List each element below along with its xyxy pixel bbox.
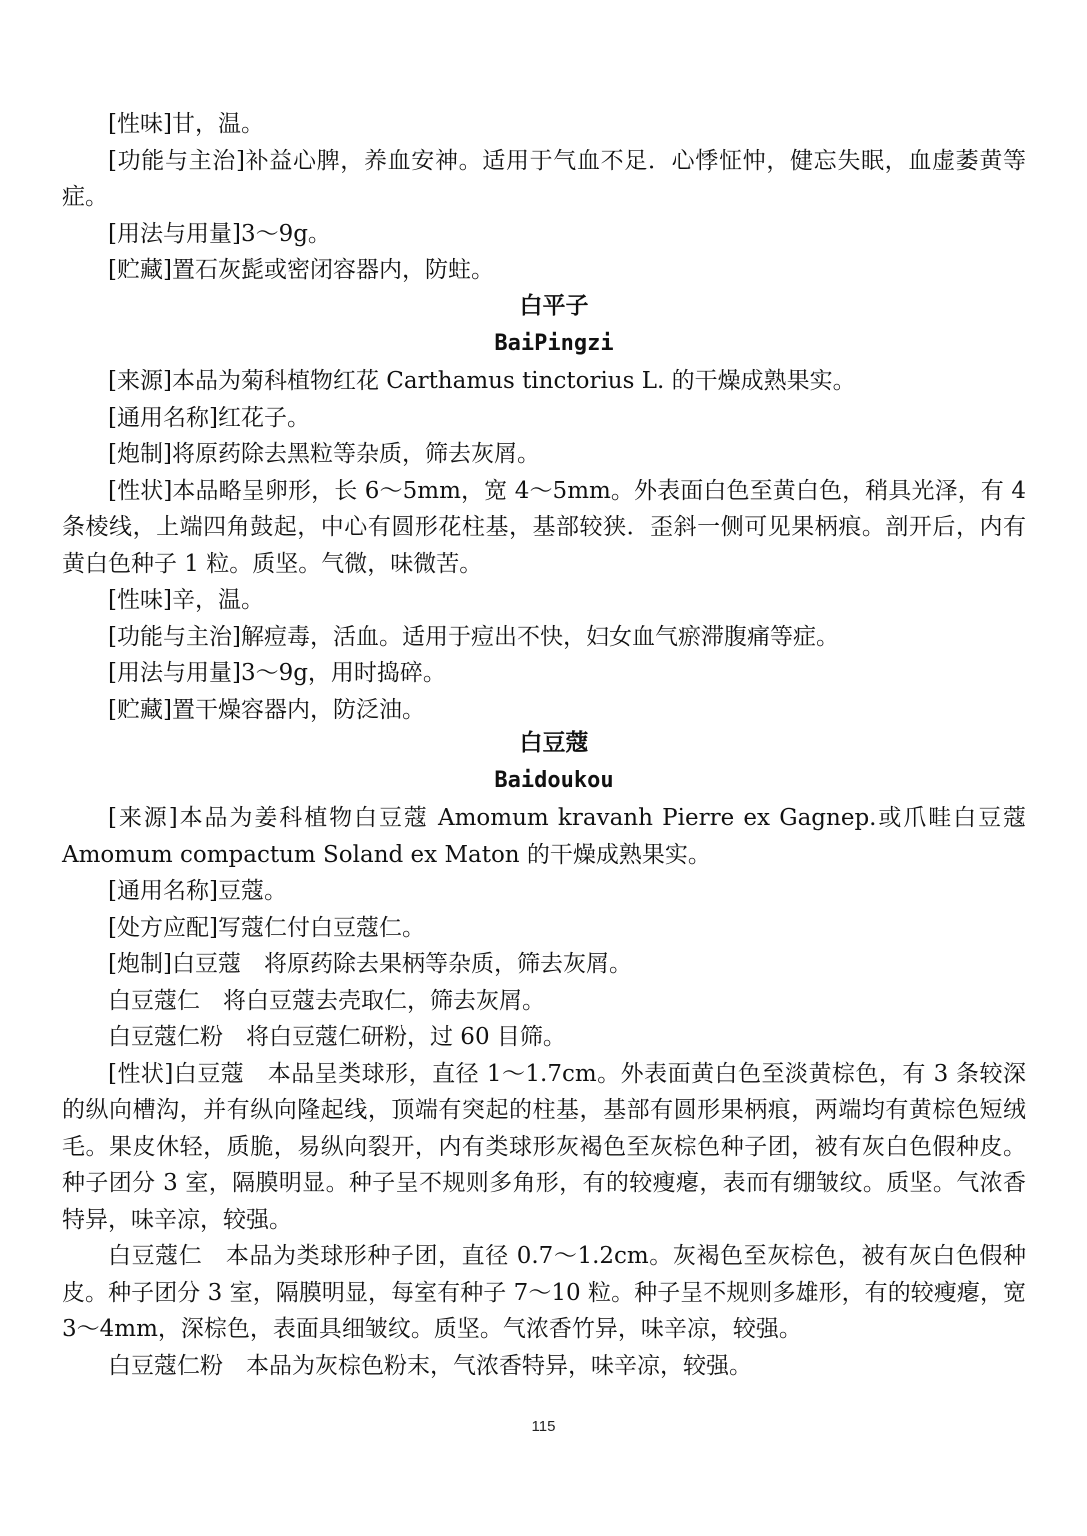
page-number: 115 <box>531 1418 556 1435</box>
entry-baipingzi <box>62 287 1026 728</box>
paragraph-function: [功能与主治]解痘毒，活血。适用于痘出不快，妇女血气瘀滞腹痛等症。 <box>108 623 839 650</box>
entry-title-en: BaiPingzi <box>494 331 614 356</box>
paragraph-processing: [炮制]将原药除去黑粒等杂质，筛去灰屑。 <box>108 441 540 467</box>
entry-title-en: Baidoukou <box>494 768 614 793</box>
paragraph-taste: [性味]辛，温。 <box>108 587 264 613</box>
paragraph-prescription: [处方应配]写蔻仁付白豆蔻仁。 <box>108 914 425 941</box>
paragraph-dosage: [用法与用量]3～9g。 <box>108 220 331 247</box>
paragraph-dosage: [用法与用量]3～9g，用时捣碎。 <box>108 660 446 686</box>
entry-title-cn: 白平子 <box>519 292 589 319</box>
paragraph-common-name: [通用名称]红花子。 <box>108 404 310 431</box>
paragraph-description-kernel: 白豆蔻仁 本品为类球形种子团，直径 0.7～1.2cm。灰褐色至灰棕色，被有灰白色假种皮。种子团分 3 室，隔膜明显，每室有种子 7～10 粒。种子呈不规则多雄形，有的较瘦瘪，宽 3～4mm，深棕色，表面具细皱纹。质坚。气浓香竹异，味辛凉，较强。 <box>62 1243 1026 1342</box>
entry-baidoukou <box>62 724 1026 1384</box>
paragraph-processing-kernel: 白豆蔻仁 将白豆蔻去壳取仁，筛去灰屑。 <box>108 987 545 1014</box>
paragraph-description: [性状]本品略呈卵形，长 6～5mm，宽 4～5mm。外表面白色至黄白色，稍具光泽，有 4 条棱线，上端四角鼓起，中心有圆形花柱基，基部较狭．歪斜一侧可见果柄痕。剖开后，内有黄白色种子 1 粒。质坚。气微，味微苦。 <box>62 477 1026 577</box>
paragraph-description-powder: 白豆蔻仁粉 本品为灰棕色粉末，气浓香特异，味辛凉，较强。 <box>108 1352 752 1379</box>
paragraph-source: [来源]本品为姜科植物白豆蔻 Amomum kravanh Pierre ex Gagnep.或爪畦白豆蔻 Amomum compactum Soland ex Maton 的干燥成熟果实。 <box>62 805 1026 868</box>
paragraph-source: [来源]本品为菊科植物红花 Carthamus tinctorius L. 的干燥成熟果实。 <box>108 368 856 394</box>
paragraph-description: [性状]白豆蔻 本品呈类球形，直径 1～1.7cm。外表面黄白色至淡黄棕色，有 3 条较深的纵向槽沟，并有纵向隆起线，顶端有突起的柱基，基部有圆形果柄痕，两端均有黄棕色短绒毛。果皮休轻，质脆，易纵向裂开，内有类球形灰褐色至灰棕色种子团，被有灰白色假种皮。种子团分 3 室，隔膜明显。种子呈不规则多角形，有的较瘦瘪，表而有绷皱纹。质坚。气浓香特异，味辛凉，较强。 <box>62 1060 1026 1233</box>
entry-title-cn: 白豆蔻 <box>519 729 589 756</box>
paragraph-taste: [性味]甘，温。 <box>108 111 264 137</box>
section-continued <box>62 106 1026 289</box>
paragraph-common-name: [通用名称]豆蔻。 <box>108 878 287 904</box>
paragraph-storage: [贮藏]置石灰髭或密闭容器内，防蛀。 <box>108 257 494 283</box>
paragraph-storage: [贮藏]置干燥容器内，防泛油。 <box>108 696 425 723</box>
paragraph-function: [功能与主治]补益心脾，养血安神。适用于气血不足．心悸怔忡，健忘失眠，血虚萎黄等症。 <box>62 147 1026 210</box>
paragraph-processing-powder: 白豆蔻仁粉 将白豆蔻仁研粉，过 60 目筛。 <box>108 1024 566 1050</box>
paragraph-processing: [炮制]白豆蔻 将原药除去果柄等杂质，筛去灰屑。 <box>108 951 632 977</box>
